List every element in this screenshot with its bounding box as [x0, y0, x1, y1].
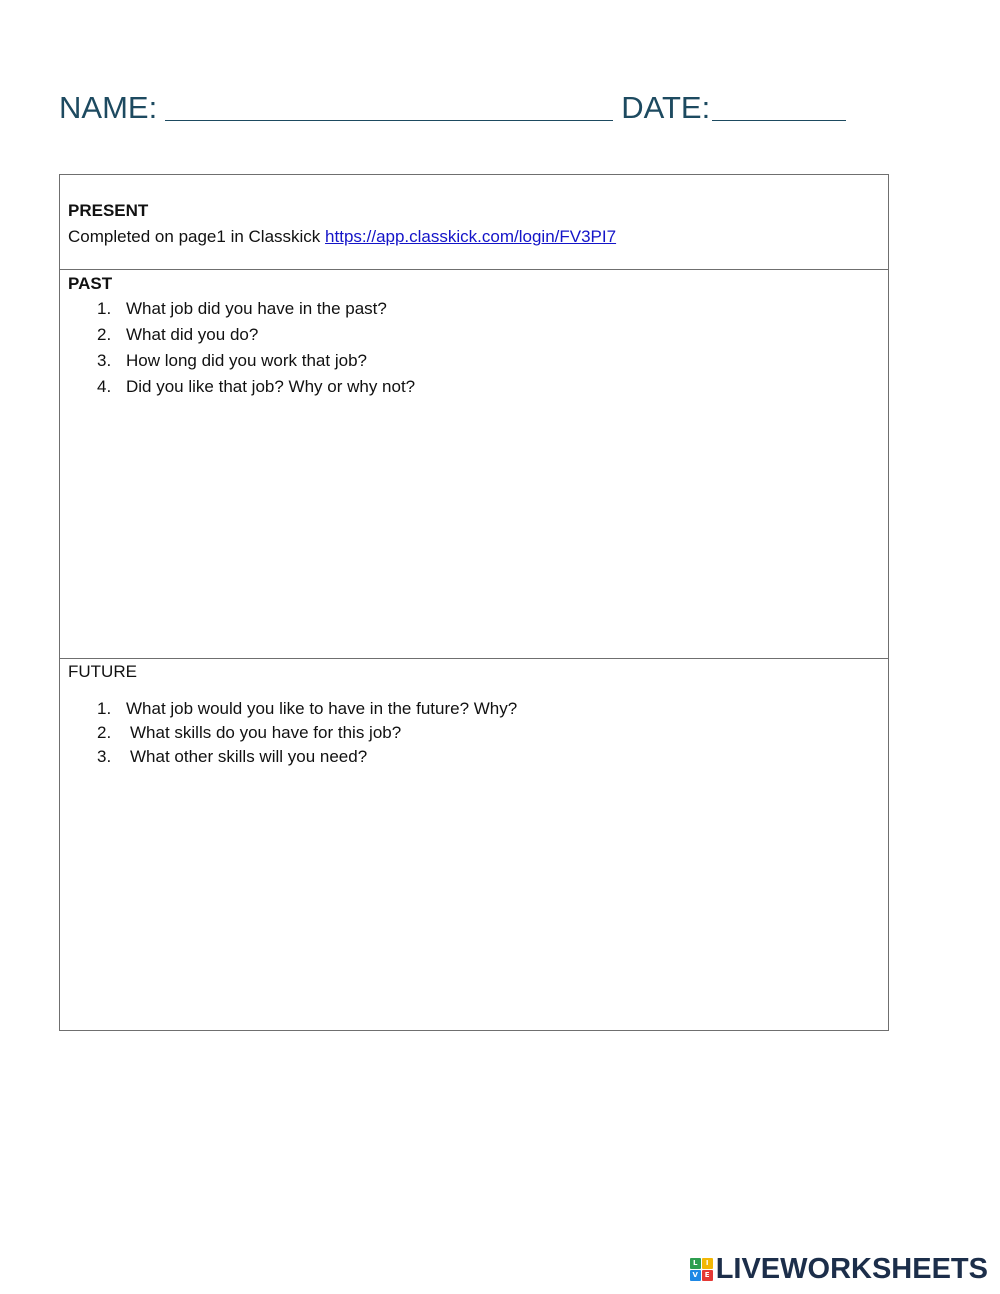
future-question-list — [68, 697, 888, 769]
question-number: 4. — [97, 377, 112, 396]
logo-text: LIVEWORKSHEETS — [715, 1253, 988, 1285]
past-heading: PAST — [68, 274, 113, 293]
question-text: What job would you like to have in the future? Why? — [126, 699, 518, 718]
worksheet-table — [59, 174, 889, 1031]
past-question-list — [68, 296, 888, 400]
question-number: 2. — [97, 723, 112, 742]
logo-letter: L — [690, 1258, 701, 1269]
list-item — [68, 697, 888, 721]
present-instruction — [68, 223, 888, 251]
date-label: DATE: — [621, 90, 711, 125]
list-item — [68, 374, 888, 400]
future-section — [60, 659, 888, 1030]
present-text: Completed on page1 in Classkick — [68, 227, 321, 246]
logo-letter: I — [702, 1258, 713, 1269]
worksheet-header — [59, 86, 846, 130]
future-heading: FUTURE — [68, 662, 137, 681]
question-number: 3. — [97, 747, 112, 766]
question-number: 2. — [97, 325, 112, 344]
classkick-link[interactable]: https://app.classkick.com/login/FV3PI7 — [325, 227, 617, 246]
present-heading: PRESENT — [68, 201, 149, 220]
question-text: What other skills will you need? — [130, 747, 368, 766]
liveworksheets-logo — [690, 1253, 988, 1285]
question-text: How long did you work that job? — [126, 351, 367, 370]
question-number: 1. — [97, 299, 112, 318]
past-section — [60, 270, 888, 659]
name-blank-line[interactable] — [165, 94, 613, 121]
question-text: What skills do you have for this job? — [130, 723, 402, 742]
question-text: Did you like that job? Why or why not? — [126, 377, 416, 396]
logo-letter: V — [690, 1270, 701, 1281]
name-label: NAME: — [59, 90, 158, 125]
live-logo-icon — [690, 1258, 713, 1281]
list-item — [68, 348, 888, 374]
list-item — [68, 745, 888, 769]
question-number: 1. — [97, 699, 112, 718]
logo-letter: E — [702, 1270, 713, 1281]
list-item — [68, 721, 888, 745]
date-blank-line[interactable] — [712, 94, 846, 121]
question-number: 3. — [97, 351, 112, 370]
question-text: What did you do? — [126, 325, 259, 344]
present-section — [60, 175, 888, 270]
list-item — [68, 322, 888, 348]
question-text: What job did you have in the past? — [126, 299, 387, 318]
list-item — [68, 296, 888, 322]
